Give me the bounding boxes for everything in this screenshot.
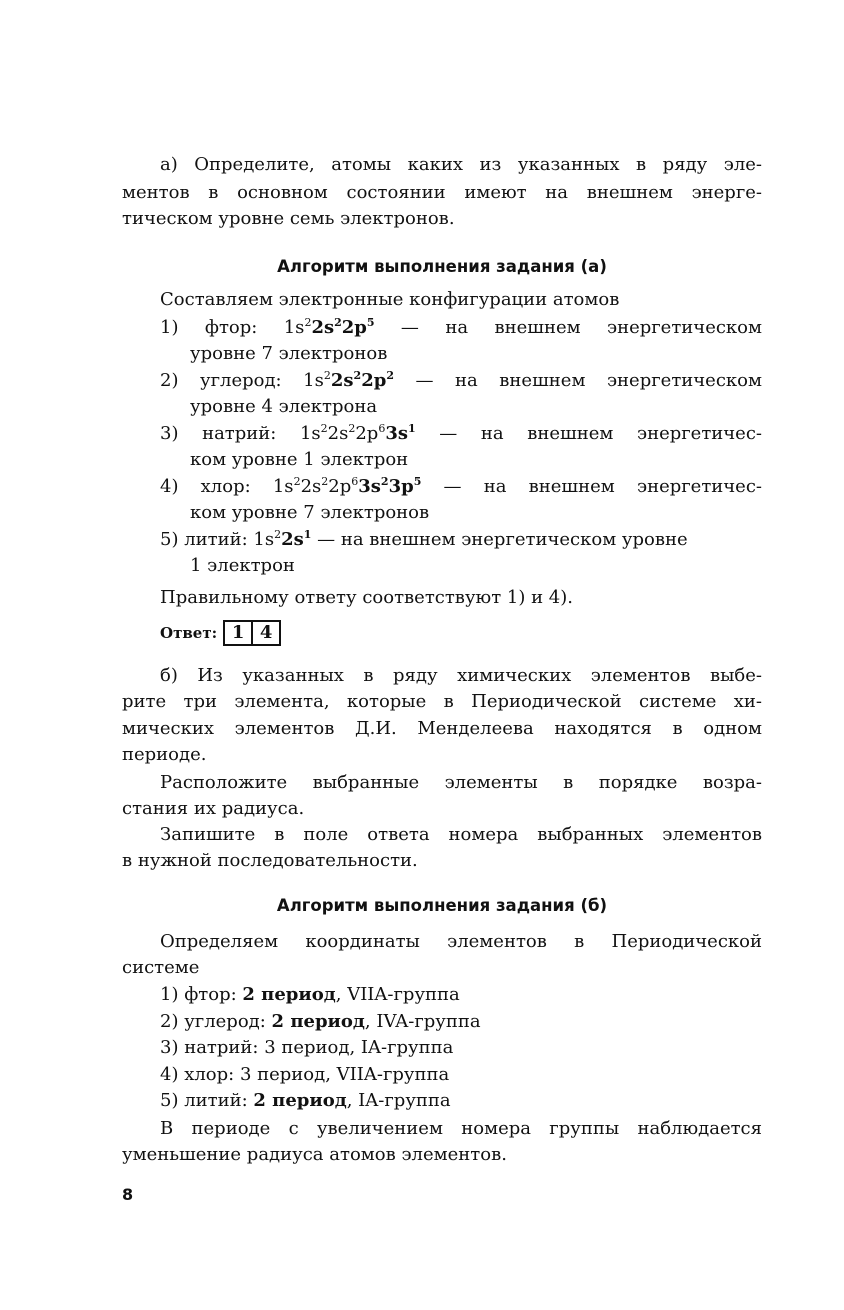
item-group: , VIIA-группа (325, 1063, 450, 1085)
orbital-electrons: 2 (334, 316, 342, 329)
algorithm-b-heading: Алгоритм выполнения задания (б) (276, 896, 608, 915)
orbital-name: 2s (300, 476, 322, 497)
orbital (311, 317, 341, 338)
algorithm-a-heading: Алгоритм выполнения задания (а) (277, 257, 607, 276)
electron-formula (273, 476, 422, 497)
item-text: — на внешнем энергетичес- (415, 423, 762, 444)
item-label: 1) фтор: (160, 984, 243, 1005)
orbital-name: 3s (358, 476, 381, 497)
orbital-name: 2p (328, 476, 352, 497)
orbital (300, 423, 328, 444)
orbital (361, 370, 394, 391)
orbital-electrons: 2 (320, 422, 328, 435)
orbital-electrons: 5 (413, 475, 422, 488)
algorithm-b-conclusion: В периоде с увеличением номера группы наблюдается (160, 1118, 762, 1139)
orbital (253, 529, 281, 550)
orbital-electrons: 2 (304, 316, 312, 329)
config-item-continuation: ком уровне 7 электронов (190, 502, 430, 523)
config-item (160, 316, 762, 340)
orbital (342, 317, 375, 338)
config-item (160, 369, 762, 393)
item-period: 3 период (264, 1037, 350, 1058)
orbital-electrons: 1 (303, 528, 312, 541)
orbital-name: 1s (299, 423, 321, 444)
item-period: 2 период (271, 1010, 365, 1032)
task-a-line: тическом уровне семь электронов. (122, 208, 455, 229)
item-period: 2 период (253, 1090, 347, 1111)
item-label: 4) хлор: (160, 1063, 240, 1085)
item-text: — на внешнем энергетическом (374, 317, 763, 338)
orbital (273, 476, 301, 497)
orbital-electrons: 2 (348, 422, 356, 435)
item-label: 3) натрий: (160, 423, 300, 444)
item-group: , VIIA-группа (335, 984, 460, 1005)
period-item (160, 1063, 762, 1087)
electron-formula (303, 370, 394, 391)
period-item (160, 983, 762, 1007)
item-label: 2) углерод: (160, 370, 304, 391)
item-group: , IVA-группа (364, 1010, 481, 1032)
item-text: — на внешнем энергетичес- (421, 476, 762, 497)
algorithm-b-intro: Определяем координаты элементов в Периодической (160, 931, 762, 952)
item-label: 1) фтор: (160, 317, 284, 338)
orbital-electrons: 2 (353, 369, 362, 382)
orbital (301, 476, 329, 497)
item-group: , IA-группа (346, 1090, 451, 1111)
orbital-electrons: 2 (274, 528, 282, 541)
orbital-name: 2p (355, 423, 379, 444)
orbital (328, 476, 358, 497)
orbital-electrons: 2 (293, 475, 301, 488)
orbital (281, 529, 311, 550)
page-number: 8 (122, 1185, 134, 1204)
orbital-name: 2s (281, 529, 304, 550)
orbital-name: 2p (361, 370, 387, 391)
item-period: 2 период (242, 984, 336, 1005)
algorithm-a-intro: Составляем электронные конфигурации атомов (160, 289, 620, 310)
item-label: 2) углерод: (160, 1010, 272, 1032)
orbital-name: 2p (341, 317, 367, 338)
period-item (160, 1089, 762, 1113)
orbital-electrons: 5 (366, 316, 375, 329)
config-item-continuation: ком уровне 1 электрон (190, 449, 409, 470)
orbital-name: 1s (253, 529, 275, 550)
orbital (355, 423, 385, 444)
orbital-electrons: 2 (386, 369, 394, 382)
orbital-electrons: 1 (408, 422, 416, 435)
task-b-line: б) Из указанных в ряду химических элементов выбе- (160, 665, 762, 686)
config-item-continuation: уровне 7 электронов (190, 343, 388, 364)
orbital-name: 3p (388, 476, 414, 497)
orbital (385, 423, 415, 444)
orbital (331, 370, 361, 391)
orbital-electrons: 2 (380, 475, 389, 488)
orbital (358, 476, 388, 497)
orbital-name: 1s (303, 370, 324, 391)
config-item (160, 475, 762, 499)
orbital-name: 2s (330, 370, 354, 391)
orbital-name: 1s (283, 317, 305, 338)
algorithm-b-intro: системе (122, 957, 200, 978)
task-a-line: а) Определите, атомы каких из указанных в ряду эле- (160, 154, 762, 175)
config-item-continuation: 1 электрон (190, 555, 295, 576)
task-b-line: Расположите выбранные элементы в порядке возра- (160, 772, 762, 793)
answer-a (160, 620, 281, 646)
item-text: — на внешнем энергетическом (393, 370, 762, 391)
period-item (160, 1036, 762, 1060)
electron-formula (300, 423, 416, 444)
item-group: , IA-группа (349, 1037, 454, 1058)
task-b-line: Запишите в поле ответа номера выбранных элементов (160, 824, 762, 845)
item-text: — на внешнем энергетическом уровне (311, 529, 688, 550)
orbital-name: 1s (272, 476, 294, 497)
orbital-electrons: 2 (321, 475, 329, 488)
algorithm-a-conclusion: Правильному ответу соответствуют 1) и 4). (160, 587, 573, 608)
answer-cell: 4 (251, 622, 279, 644)
algorithm-b-conclusion: уменьшение радиуса атомов элементов. (122, 1144, 507, 1165)
item-label: 3) натрий: (160, 1037, 265, 1058)
item-label: 4) хлор: (160, 476, 273, 497)
orbital (284, 317, 312, 338)
orbital-electrons: 2 (323, 369, 331, 382)
orbital-electrons: 6 (378, 422, 386, 435)
electron-formula (284, 317, 375, 338)
task-b-line: рите три элемента, которые в Периодической системе хи- (122, 691, 762, 712)
answer-boxes (223, 620, 281, 646)
electron-formula (253, 529, 311, 550)
answer-cell: 1 (231, 622, 245, 643)
orbital (303, 370, 331, 391)
item-period: 3 период (239, 1063, 326, 1085)
orbital (389, 476, 422, 497)
config-item-continuation: уровне 4 электрона (190, 396, 378, 417)
orbital (328, 423, 356, 444)
task-b-line: периоде. (122, 744, 207, 765)
orbital-name: 2s (327, 423, 349, 444)
config-item (160, 528, 762, 552)
task-b-line: стания их радиуса. (122, 798, 305, 819)
config-item (160, 422, 762, 446)
task-b-line: мических элементов Д.И. Менделеева находятся в одном (122, 718, 762, 739)
task-a-line: ментов в основном состоянии имеют на внешнем энерге- (122, 182, 762, 203)
item-label: 5) литий: (160, 529, 254, 550)
period-item (160, 1010, 762, 1034)
orbital-name: 3s (385, 423, 409, 444)
answer-label: Ответ: (160, 624, 218, 642)
item-label: 5) литий: (160, 1090, 254, 1111)
orbital-electrons: 6 (351, 475, 359, 488)
task-b-line: в нужной последовательности. (122, 850, 418, 871)
orbital-name: 2s (311, 317, 335, 338)
